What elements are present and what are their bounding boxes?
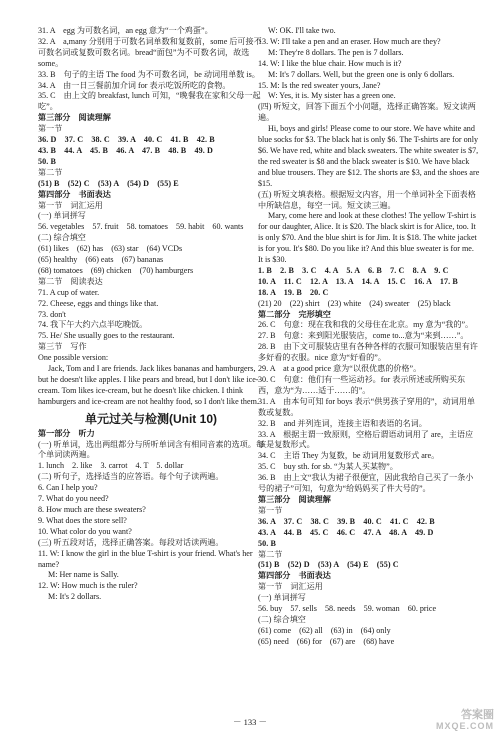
section-heading: 第三部分 阅读理解 [38,113,111,123]
text-line: 14. W: I like the blue chair. How much is it? [258,58,402,68]
text-line: 第二节 阅读表达 [38,276,103,286]
answer-row: (51) B (52) D (53) A (54) E (55) C [258,560,399,570]
text-line: 15. M: Is the red sweater yours, Jane? [258,80,381,90]
text-line: (21) 20 (22) shirt (23) white (24) sweater (25) black [258,298,451,308]
text-line: 12. W: How much is the ruler? [38,581,138,591]
answer-explanation: 28. B 由下文可服装店里有各种各样的衣服可知服装店里有许多好看的衣服。nice 意为“好看的”。 [258,342,478,363]
section-heading: 第四部分 书面表达 [38,189,111,199]
text-line: (二) 综合填空 [38,233,86,243]
answer-row: 18. A 19. B 20. C [258,287,329,297]
text-line: (68) tomatoes (69) chicken (70) hamburgers [38,265,194,275]
answer-row: 50. B [38,156,57,166]
text-line: 第三节 写作 [38,342,87,352]
unit-title: 单元过关与检测(Unit 10) [84,411,217,426]
answer-explanation: 33. B 句子的主语 The food 为不可数名词，be 动词用单数 is。 [38,69,260,79]
text-line: (五) 听短文填表格。根据短文内容，用一个单词补全下面表格中所缺信息，每空一词。短文读三遍。 [258,189,476,210]
text-line: 71. A cup of water. [38,287,100,297]
text-line: W: OK. I'll take two. [268,26,336,35]
text-line: 8. How much are these sweaters? [38,504,146,514]
answer-explanation: 35. C 由上文的 breakfast, lunch 可知，“晚餐我在家和父母一起吃”。 [38,91,261,112]
section-heading: 第三部分 阅读理解 [258,494,331,504]
answer-explanation: 31. A 由本句可知 for boys 表示“供男孩子穿用的”，动词用单数或复数。 [258,396,475,417]
answer-explanation: 33. A 根据主谓一致原则，空格后谓语动词用了 are，主语应该是复数形式。 [258,429,474,450]
watermark-line-1: 答案圈 [461,709,494,721]
text-line: 75. He/ She usually goes to the restaurant. [38,331,175,341]
text-line: (65) healthy (66) eats (67) bananas [38,255,164,265]
page-number: － 133 － [232,717,267,727]
text-line: One possible version: [38,353,109,363]
text-line: M: They're 8 dollars. The pen is 7 dollars. [268,47,404,57]
answer-explanation: 34. C 主语 They 为复数，be 动词用复数形式 are。 [258,451,440,461]
paragraph: Hi, boys and girls! Please come to our store. We have white and blue socks for $3. The black hat is only $6. The T-shirts are for only $6. We have red, white and black sweaters. The white sweater is $7, the red sweater is $8 and the black sweater is $10. We have black and blue trousers. They are $12. The shorts are $3, and the shoes are $15. [258,124,480,188]
answer-row: (51) B (52) C (53) A (54) D (55) E [38,178,179,188]
text-line: 56. buy 57. sells 58. needs 59. woman 60. price [258,604,437,614]
text-line: 74. 我下午大约六点半吃晚饭。 [38,320,148,330]
text-line: 10. What color do you want? [38,526,132,536]
text-line: 13. W: I'll take a pen and an eraser. How much are they? [258,36,441,46]
text-line: M: It's 2 dollars. [48,592,102,602]
text-line: 第一节 [38,124,63,134]
text-line: (61) likes (62) has (63) star (64) VCDs [38,244,183,254]
text-line: 1. lunch 2. like 3. carrot 4. T 5. dollar [38,461,184,471]
answer-row: 43. B 44. A 45. B 46. A 47. B 48. B 49. D [38,145,213,155]
text-line: M: It's 7 dollars. Well, but the green one is only 6 dollars. [268,69,455,79]
site-watermark [424,710,494,732]
text-line: (一) 单词拼写 [258,593,306,603]
text-line: (61) come (62) all (63) in (64) only [258,625,391,635]
answer-row: 1. B 2. B 3. C 4. A 5. A 6. B 7. C 8. A 9. C [258,265,449,275]
section-heading: 第四部分 书面表达 [258,571,331,581]
text-line: 第一节 [258,505,283,515]
section-heading: 第二部分 完形填空 [258,309,331,319]
text-line: W: Yes, it is. My sister has a green one. [268,91,396,101]
text-line: 6. Can I help you? [38,483,98,493]
text-line: 第二节 [258,549,283,559]
answer-row: 36. D 37. C 38. C 39. A 40. C 41. B 42. B [38,135,215,145]
text-line: 9. What does the store sell? [38,515,127,525]
text-line: 11. W: I know the girl in the blue T-shirt is your friend. What's her name? [38,548,253,569]
right-column [258,26,480,648]
text-line: 第二节 [38,167,63,177]
answer-explanation: 32. A a,many 分别用于可数名词单数和复数前，some 后可接不可数名词或复数可数名词。bread“面包”为不可数名词，故选 some。 [38,36,262,68]
paragraph: Mary, come here and look at these clothes! The yellow T-shirt is for our daughter, Alice. It is $20. The black skirt is for Alice, too. It is only $70. And the blue shirt is for Jim. It is $18. The white jacket is for you. It's $80. Do you like it? And this blue sweater is for me. It is $30. [258,211,477,265]
text-line: (一) 单词拼写 [38,211,86,221]
text-line: (三) 听五段对话，选择正确答案。每段对话读两遍。 [38,537,224,547]
text-line: 7. What do you need? [38,494,109,504]
answer-explanation: 27. B 句意：来到阳光服装店，come to...意为“来到……”。 [258,331,469,341]
answer-explanation: 32. B and 并列连词，连接主语和表语的名词。 [258,418,427,428]
answer-explanation: 29. A at a good price 意为“以很优惠的价格”。 [258,364,422,374]
answer-explanation: 30. C 句意：他们有一些运动衫。for 表示所述或所购买东西，意为“为……适于……的”。 [258,375,466,395]
text-line: (四) 听短文，回答下面五个小问题，选择正确答案。短文读两遍。 [258,102,476,123]
text-line: 第一节 词汇运用 [258,582,323,592]
watermark-line-2: MXQE.COM [435,721,494,731]
text-line: (65) need (66) for (67) are (68) have [258,636,395,646]
text-line: 73. don't [38,309,66,319]
paragraph: Jack, Tom and I are friends. Jack likes bananas and hamburgers, but he doesn't like apples. I like pears and bread, but I don't like ice-cream. Tom likes ice-cream, but he doesn't like chicken. I think hamburgers and ice-cream are not healthy food, so I don't like them. [38,364,259,406]
text-line: 第一节 词汇运用 [38,200,103,210]
answer-explanation: 34. A 由一日三餐前加介词 for 表示吃饭所吃的食物。 [38,80,231,90]
answer-explanation: 31. A egg 为可数名词，an egg 意为“一个鸡蛋”。 [38,26,213,35]
answer-row: 43. A 44. B 45. C 46. C 47. A 48. A 49. D [258,527,434,537]
section-heading: 第一部分 听力 [38,428,95,438]
text-line: 56. vegetables 57. fruit 58. tomatoes 59. habit 60. wants [38,222,244,232]
text-line: M: Her name is Sally. [48,570,119,580]
text-line: (二) 综合填空 [258,614,306,624]
answer-row: 50. B [258,538,277,548]
text-line: (二) 听句子，选择适当的应答语。每个句子读两遍。 [38,472,224,482]
answer-explanation: 36. B 由上文“我认为裙子很便宜，因此我给自己买了一条小号的裙子”可知，句意为“给妈妈买了件大号的”。 [258,473,474,494]
answer-explanation: 26. C 句意：现在我和我的父母住在北京。my 意为“我的”。 [258,320,474,330]
answer-row: 10. A 11. C 12. A 13. A 14. A 15. C 16. A 17. B [258,276,458,286]
text-line: (一) 听单词，选出两组都分与所听单词含有相同音素的选项。每个单词读两遍。 [38,439,264,460]
left-column [38,26,264,603]
answer-explanation: 35. C buy sth. for sb. “为某人买某物”。 [258,462,398,472]
answer-row: 36. A 37. C 38. C 39. B 40. C 41. C 42. B [258,516,435,526]
text-line: 72. Cheese, eggs and things like that. [38,298,159,308]
